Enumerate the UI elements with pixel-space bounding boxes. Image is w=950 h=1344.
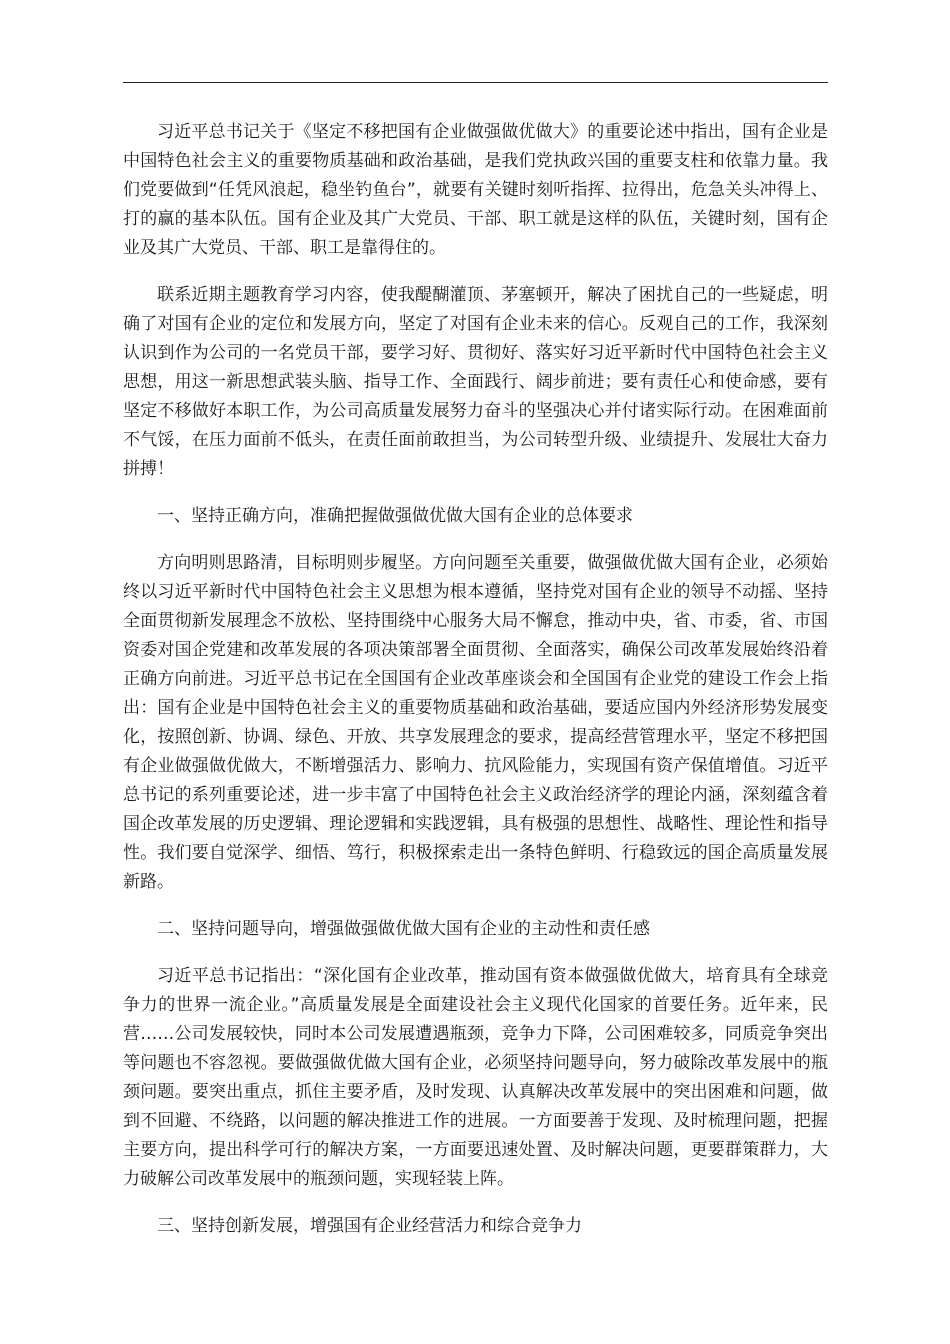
section-heading-3: 三、坚持创新发展，增强国有企业经营活力和综合竞争力 bbox=[157, 1216, 582, 1236]
document-body bbox=[123, 118, 828, 1259]
paragraph-section-2: 习近平总书记指出：“深化国有企业改革，推动国有资本做强做优做大，培育具有全球竞争力的世界一流企业。”高质量发展是全面建设社会主义现代化国家的首要任务。近年来，民营……公司发展较快，同时本公司发展遭遇瓶颈，竞争力下降，公司困难较多，同质竞争突出等问题也不容忽视。要做强做优做大国有企业，必须坚持问题导向，努力破除改革发展中的瓶颈问题。要突出重点，抓住主要矛盾，及时发现、认真解决改革发展中的突出困难和问题，做到不回避、不绕路，以问题的解决推进工作的进展。一方面要善于发现、及时梳理问题，把握主要方向，提出科学可行的解决方案，一方面要迅速处置、及时解决问题，更要群策群力，大力破解公司改革发展中的瓶颈问题，实现轻装上阵。 bbox=[123, 966, 828, 1189]
section-heading-1: 一、坚持正确方向，准确把握做强做优做大国有企业的总体要求 bbox=[157, 506, 633, 526]
section-heading-2: 二、坚持问题导向，增强做强做优做大国有企业的主动性和责任感 bbox=[157, 919, 650, 939]
header-rule bbox=[123, 82, 828, 83]
paragraph-study: 联系近期主题教育学习内容，使我醍醐灌顶、茅塞顿开，解决了困扰自己的一些疑虑，明确了对国有企业的定位和发展方向，坚定了对国有企业未来的信心。反观自己的工作，我深刻认识到作为公司的一名党员干部，要学习好、贯彻好、落实好习近平新时代中国特色社会主义思想，用这一新思想武装头脑、指导工作、全面践行、阔步前进；要有责任心和使命感，要有坚定不移做好本职工作，为公司高质量发展努力奋斗的坚强决心并付诸实际行动。在困难面前不气馁，在压力面前不低头，在责任面前敢担当，为公司转型升级、业绩提升、发展壮大奋力拼搏！ bbox=[123, 285, 828, 479]
paragraph-intro: 习近平总书记关于《坚定不移把国有企业做强做优做大》的重要论述中指出，国有企业是中国特色社会主义的重要物质基础和政治基础，是我们党执政兴国的重要支柱和依靠力量。我们党要做到“任凭风浪起，稳坐钓鱼台”，就要有关键时刻听指挥、拉得出，危急关头冲得上、打的赢的基本队伍。国有企业及其广大党员、干部、职工就是这样的队伍，关键时刻，国有企业及其广大党员、干部、职工是靠得住的。 bbox=[123, 122, 828, 258]
paragraph-section-1: 方向明则思路清，目标明则步履坚。方向问题至关重要，做强做优做大国有企业，必须始终以习近平新时代中国特色社会主义思想为根本遵循，坚持党对国有企业的领导不动摇、坚持全面贯彻新发展理念不放松、坚持围绕中心服务大局不懈怠，推动中央，省、市委，省、市国资委对国企党建和改革发展的各项决策部署全面贯彻、全面落实，确保公司改革发展始终沿着正确方向前进。习近平总书记在全国国有企业改革座谈会和全国国有企业党的建设工作会上指出：国有企业是中国特色社会主义的重要物质基础和政治基础，要适应国内外经济形势发展变化，按照创新、协调、绿色、开放、共享发展理念的要求，提高经营管理水平，坚定不移把国有企业做强做优做大，不断增强活力、影响力、抗风险能力，实现国有资产保值增值。习近平总书记的系列重要论述，进一步丰富了中国特色社会主义政治经济学的理论内涵，深刻蕴含着国企改革发展的历史逻辑、理论逻辑和实践逻辑，具有极强的思想性、战略性、理论性和指导性。我们要自觉深学、细悟、笃行，积极探索走出一条特色鲜明、行稳致远的国企高质量发展新路。 bbox=[123, 553, 828, 892]
